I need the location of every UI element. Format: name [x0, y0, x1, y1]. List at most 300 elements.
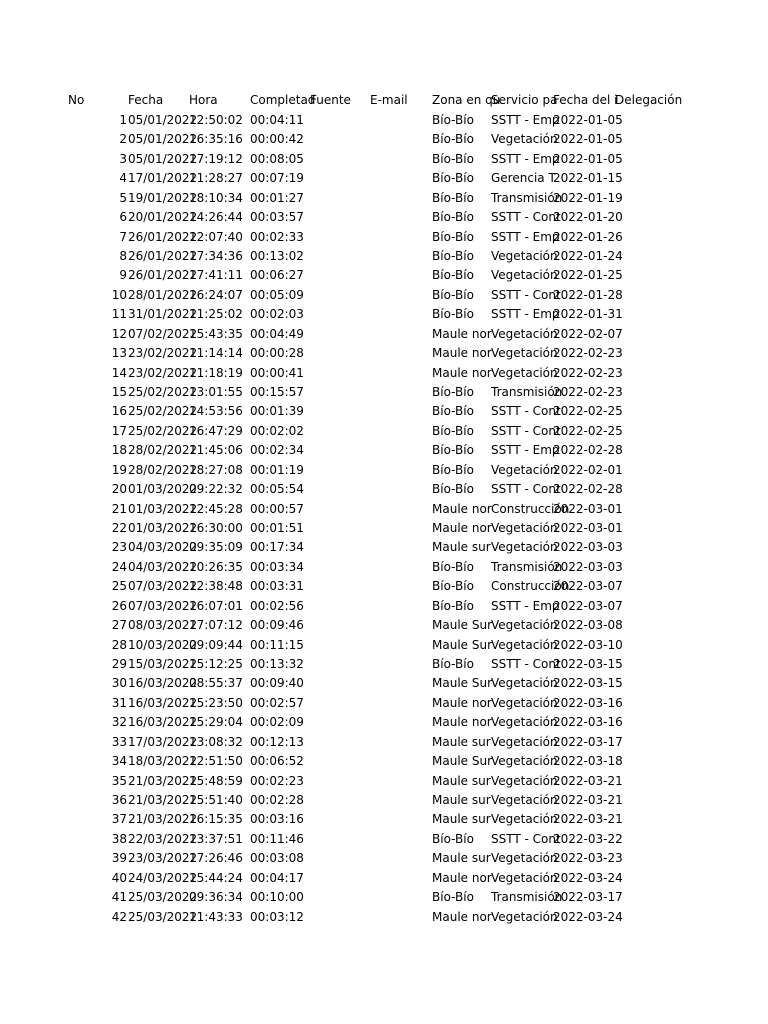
cell-servicio: Transmisión [491, 890, 563, 904]
cell-fecha-del: 2022-03-03 [553, 560, 623, 574]
cell-completado: 00:02:28 [250, 793, 304, 807]
table-row [0, 772, 768, 791]
cell-completado: 00:01:19 [250, 463, 304, 477]
cell-zona: Bío-Bío [432, 210, 474, 224]
cell-completado: 00:02:02 [250, 424, 304, 438]
cell-zona: Maule nor [432, 502, 492, 516]
cell-servicio: Vegetación [491, 910, 558, 924]
cell-fecha-del: 2022-02-28 [553, 482, 623, 496]
cell-fecha-del: 2022-01-20 [553, 210, 623, 224]
header-email: E-mail [370, 93, 408, 107]
cell-servicio: Vegetación [491, 793, 558, 807]
cell-zona: Maule sur [432, 812, 491, 826]
cell-zona: Bío-Bío [432, 132, 474, 146]
cell-zona: Maule nor [432, 871, 492, 885]
cell-fecha: 22/03/2022 [128, 832, 198, 846]
cell-fecha-del: 2022-03-03 [553, 540, 623, 554]
table-row [0, 636, 768, 655]
cell-fecha-del: 2022-03-22 [553, 832, 623, 846]
cell-fecha: 28/02/2022 [128, 463, 198, 477]
cell-no: 11 [111, 307, 127, 321]
cell-completado: 00:13:02 [250, 249, 304, 263]
cell-fecha-del: 2022-01-28 [553, 288, 623, 302]
cell-hora: 11:14:14 [189, 346, 243, 360]
cell-fecha: 05/01/2022 [128, 152, 198, 166]
cell-fecha: 19/01/2022 [128, 191, 198, 205]
cell-hora: 17:41:11 [189, 268, 243, 282]
cell-servicio: Vegetación [491, 851, 558, 865]
cell-servicio: SSTT - Emp [491, 307, 560, 321]
cell-hora: 09:36:34 [189, 890, 243, 904]
cell-fecha: 24/03/2022 [128, 871, 198, 885]
cell-hora: 16:24:07 [189, 288, 243, 302]
cell-servicio: SSTT - Cont [491, 832, 561, 846]
cell-hora: 17:07:12 [189, 618, 243, 632]
cell-completado: 00:02:23 [250, 774, 304, 788]
cell-servicio: Vegetación [491, 346, 558, 360]
cell-fecha: 15/03/2022 [128, 657, 198, 671]
cell-hora: 13:08:32 [189, 735, 243, 749]
cell-zona: Maule Sur [432, 638, 492, 652]
cell-zona: Maule nor [432, 327, 492, 341]
cell-no: 37 [111, 812, 127, 826]
cell-hora: 11:18:19 [189, 366, 243, 380]
cell-zona: Bío-Bío [432, 113, 474, 127]
cell-fecha: 08/03/2022 [128, 618, 198, 632]
cell-fecha-del: 2022-03-24 [553, 871, 623, 885]
cell-zona: Bío-Bío [432, 307, 474, 321]
cell-fecha-del: 2022-02-23 [553, 366, 623, 380]
cell-servicio: Vegetación [491, 249, 558, 263]
cell-hora: 08:55:37 [189, 676, 243, 690]
cell-fecha-del: 2022-02-25 [553, 404, 623, 418]
cell-fecha-del: 2022-03-07 [553, 579, 623, 593]
cell-fecha: 04/03/2022 [128, 540, 198, 554]
table-row [0, 344, 768, 363]
cell-hora: 15:48:59 [189, 774, 243, 788]
table-row [0, 888, 768, 907]
cell-fecha-del: 2022-03-01 [553, 502, 623, 516]
cell-fecha-del: 2022-02-01 [553, 463, 623, 477]
table-row [0, 364, 768, 383]
cell-servicio: Vegetación [491, 618, 558, 632]
cell-servicio: Gerencia T [491, 171, 556, 185]
header-no: No [68, 93, 85, 107]
cell-completado: 00:03:12 [250, 910, 304, 924]
cell-completado: 00:02:09 [250, 715, 304, 729]
cell-completado: 00:00:57 [250, 502, 304, 516]
cell-servicio: Vegetación [491, 676, 558, 690]
cell-hora: 09:09:44 [189, 638, 243, 652]
cell-fecha: 23/03/2022 [128, 851, 198, 865]
cell-servicio: SSTT - Cont [491, 210, 561, 224]
cell-fecha: 01/03/2022 [128, 521, 198, 535]
cell-servicio: Vegetación [491, 812, 558, 826]
cell-completado: 00:09:40 [250, 676, 304, 690]
cell-zona: Bío-Bío [432, 579, 474, 593]
table-row [0, 713, 768, 732]
cell-servicio: SSTT - Emp [491, 113, 560, 127]
cell-zona: Bío-Bío [432, 599, 474, 613]
cell-fecha: 25/02/2022 [128, 424, 198, 438]
table-row [0, 402, 768, 421]
cell-servicio: SSTT - Cont [491, 657, 561, 671]
cell-hora: 17:34:36 [189, 249, 243, 263]
cell-hora: 13:37:51 [189, 832, 243, 846]
cell-hora: 11:25:02 [189, 307, 243, 321]
cell-no: 38 [111, 832, 127, 846]
cell-zona: Bío-Bío [432, 171, 474, 185]
cell-completado: 00:01:27 [250, 191, 304, 205]
cell-zona: Maule sur [432, 540, 491, 554]
cell-servicio: Vegetación [491, 696, 558, 710]
cell-fecha: 21/03/2022 [128, 812, 198, 826]
cell-no: 29 [111, 657, 127, 671]
cell-hora: 17:19:12 [189, 152, 243, 166]
cell-fecha: 21/03/2022 [128, 793, 198, 807]
cell-fecha: 31/01/2022 [128, 307, 198, 321]
cell-hora: 11:43:33 [189, 910, 243, 924]
cell-completado: 00:11:15 [250, 638, 304, 652]
cell-servicio: SSTT - Cont [491, 404, 561, 418]
table-row [0, 558, 768, 577]
cell-hora: 09:22:32 [189, 482, 243, 496]
cell-fecha-del: 2022-02-07 [553, 327, 623, 341]
cell-no: 28 [111, 638, 127, 652]
cell-fecha: 21/03/2022 [128, 774, 198, 788]
cell-hora: 11:28:27 [189, 171, 243, 185]
cell-completado: 00:06:52 [250, 754, 304, 768]
cell-zona: Maule nor [432, 696, 492, 710]
cell-fecha-del: 2022-03-10 [553, 638, 623, 652]
table-row [0, 286, 768, 305]
cell-fecha-del: 2022-03-15 [553, 676, 623, 690]
header-completado: Completad [250, 93, 316, 107]
cell-fecha: 26/01/2022 [128, 230, 198, 244]
cell-fecha: 26/01/2022 [128, 249, 198, 263]
cell-servicio: Vegetación [491, 715, 558, 729]
cell-zona: Bío-Bío [432, 890, 474, 904]
cell-fecha: 28/01/2022 [128, 288, 198, 302]
cell-zona: Maule sur [432, 851, 491, 865]
header-hora: Hora [189, 93, 218, 107]
cell-fecha: 25/02/2022 [128, 385, 198, 399]
cell-servicio: Transmisión [491, 385, 563, 399]
cell-no: 42 [111, 910, 127, 924]
cell-zona: Bío-Bío [432, 268, 474, 282]
cell-fecha: 10/03/2022 [128, 638, 198, 652]
cell-fecha-del: 2022-03-16 [553, 696, 623, 710]
cell-no: 39 [111, 851, 127, 865]
cell-servicio: Construcción [491, 502, 570, 516]
table-row [0, 849, 768, 868]
cell-fecha: 01/03/2022 [128, 482, 198, 496]
cell-fecha-del: 2022-01-24 [553, 249, 623, 263]
cell-completado: 00:00:41 [250, 366, 304, 380]
cell-fecha: 17/03/2022 [128, 735, 198, 749]
cell-servicio: Transmisión [491, 560, 563, 574]
cell-fecha-del: 2022-01-15 [553, 171, 623, 185]
cell-fecha-del: 2022-03-21 [553, 812, 623, 826]
cell-fecha-del: 2022-03-21 [553, 774, 623, 788]
table-row [0, 169, 768, 188]
cell-no: 2 [119, 132, 127, 146]
cell-no: 36 [111, 793, 127, 807]
cell-zona: Maule sur [432, 774, 491, 788]
cell-fecha: 23/02/2022 [128, 366, 198, 380]
cell-servicio: Construcción [491, 579, 570, 593]
cell-completado: 00:02:33 [250, 230, 304, 244]
cell-no: 35 [111, 774, 127, 788]
cell-servicio: SSTT - Emp [491, 443, 560, 457]
cell-hora: 16:15:35 [189, 812, 243, 826]
table-row [0, 810, 768, 829]
cell-hora: 14:26:44 [189, 210, 243, 224]
table-row [0, 908, 768, 927]
cell-fecha: 07/03/2022 [128, 599, 198, 613]
table-row [0, 325, 768, 344]
cell-fecha-del: 2022-01-31 [553, 307, 623, 321]
cell-no: 13 [111, 346, 127, 360]
cell-fecha: 25/02/2022 [128, 404, 198, 418]
cell-fecha-del: 2022-01-05 [553, 113, 623, 127]
cell-hora: 10:26:35 [189, 560, 243, 574]
cell-zona: Bío-Bío [432, 443, 474, 457]
cell-servicio: Vegetación [491, 132, 558, 146]
cell-completado: 00:01:51 [250, 521, 304, 535]
cell-fecha: 28/02/2022 [128, 443, 198, 457]
header-fuente: Fuente [310, 93, 351, 107]
cell-completado: 00:02:56 [250, 599, 304, 613]
cell-zona: Maule nor [432, 521, 492, 535]
cell-fecha: 04/03/2022 [128, 560, 198, 574]
cell-completado: 00:00:28 [250, 346, 304, 360]
cell-fecha: 26/01/2022 [128, 268, 198, 282]
header-servicio: Servicio pa [491, 93, 558, 107]
cell-fecha-del: 2022-01-26 [553, 230, 623, 244]
cell-servicio: SSTT - Emp [491, 230, 560, 244]
cell-no: 30 [111, 676, 127, 690]
cell-completado: 00:17:34 [250, 540, 304, 554]
cell-servicio: Vegetación [491, 540, 558, 554]
cell-fecha-del: 2022-03-17 [553, 890, 623, 904]
cell-hora: 12:38:48 [189, 579, 243, 593]
cell-servicio: Vegetación [491, 774, 558, 788]
cell-zona: Bío-Bío [432, 404, 474, 418]
cell-completado: 00:02:34 [250, 443, 304, 457]
table-row [0, 733, 768, 752]
cell-servicio: Vegetación [491, 871, 558, 885]
cell-completado: 00:02:03 [250, 307, 304, 321]
table-row [0, 208, 768, 227]
cell-servicio: SSTT - Emp [491, 152, 560, 166]
cell-completado: 00:04:11 [250, 113, 304, 127]
cell-fecha-del: 2022-03-15 [553, 657, 623, 671]
table-row [0, 869, 768, 888]
table-row [0, 519, 768, 538]
cell-zona: Bío-Bío [432, 385, 474, 399]
cell-no: 5 [119, 191, 127, 205]
cell-fecha-del: 2022-02-28 [553, 443, 623, 457]
cell-fecha-del: 2022-03-21 [553, 793, 623, 807]
cell-completado: 00:13:32 [250, 657, 304, 671]
cell-zona: Bío-Bío [432, 560, 474, 574]
cell-hora: 18:27:08 [189, 463, 243, 477]
cell-servicio: Vegetación [491, 366, 558, 380]
cell-no: 26 [111, 599, 127, 613]
table-row [0, 247, 768, 266]
cell-no: 16 [111, 404, 127, 418]
cell-completado: 00:12:13 [250, 735, 304, 749]
cell-no: 1 [119, 113, 127, 127]
table-row [0, 189, 768, 208]
cell-hora: 15:44:24 [189, 871, 243, 885]
cell-completado: 00:03:16 [250, 812, 304, 826]
table-row [0, 228, 768, 247]
cell-hora: 17:26:46 [189, 851, 243, 865]
cell-no: 14 [111, 366, 127, 380]
cell-no: 18 [111, 443, 127, 457]
table-row [0, 616, 768, 635]
cell-servicio: Vegetación [491, 521, 558, 535]
cell-hora: 12:50:02 [189, 113, 243, 127]
cell-zona: Maule Sur [432, 618, 492, 632]
cell-servicio: Vegetación [491, 735, 558, 749]
cell-fecha-del: 2022-01-05 [553, 152, 623, 166]
cell-no: 8 [119, 249, 127, 263]
cell-no: 10 [111, 288, 127, 302]
cell-servicio: Vegetación [491, 638, 558, 652]
cell-fecha-del: 2022-03-23 [553, 851, 623, 865]
cell-hora: 15:51:40 [189, 793, 243, 807]
cell-zona: Bío-Bío [432, 657, 474, 671]
table-row [0, 538, 768, 557]
cell-fecha: 16/03/2022 [128, 696, 198, 710]
cell-servicio: SSTT - Cont [491, 424, 561, 438]
table-row [0, 752, 768, 771]
cell-no: 7 [119, 230, 127, 244]
cell-no: 20 [111, 482, 127, 496]
table-row [0, 577, 768, 596]
cell-no: 3 [119, 152, 127, 166]
cell-completado: 00:06:27 [250, 268, 304, 282]
table-row [0, 266, 768, 285]
cell-zona: Bío-Bío [432, 463, 474, 477]
cell-completado: 00:09:46 [250, 618, 304, 632]
table-row [0, 461, 768, 480]
cell-hora: 16:07:01 [189, 599, 243, 613]
cell-fecha: 23/02/2022 [128, 346, 198, 360]
cell-zona: Bío-Bío [432, 152, 474, 166]
cell-no: 12 [111, 327, 127, 341]
table-row [0, 791, 768, 810]
cell-fecha-del: 2022-01-25 [553, 268, 623, 282]
cell-completado: 00:02:57 [250, 696, 304, 710]
cell-fecha-del: 2022-02-23 [553, 346, 623, 360]
cell-fecha: 16/03/2022 [128, 676, 198, 690]
header-fecha: Fecha [128, 93, 164, 107]
cell-servicio: SSTT - Cont [491, 482, 561, 496]
table-row [0, 305, 768, 324]
cell-zona: Maule sur [432, 793, 491, 807]
cell-completado: 00:03:57 [250, 210, 304, 224]
cell-hora: 18:10:34 [189, 191, 243, 205]
table-row [0, 130, 768, 149]
table-row [0, 597, 768, 616]
cell-no: 27 [111, 618, 127, 632]
cell-fecha: 05/01/2022 [128, 132, 198, 146]
cell-hora: 09:35:09 [189, 540, 243, 554]
cell-no: 6 [119, 210, 127, 224]
cell-fecha-del: 2022-03-01 [553, 521, 623, 535]
cell-no: 22 [111, 521, 127, 535]
cell-fecha-del: 2022-03-17 [553, 735, 623, 749]
cell-fecha-del: 2022-03-18 [553, 754, 623, 768]
table-row [0, 150, 768, 169]
cell-servicio: SSTT - Emp [491, 599, 560, 613]
cell-servicio: Vegetación [491, 754, 558, 768]
cell-no: 33 [111, 735, 127, 749]
cell-fecha: 17/01/2022 [128, 171, 198, 185]
cell-fecha: 25/03/2022 [128, 910, 198, 924]
cell-no: 15 [111, 385, 127, 399]
header-fecha-del: Fecha del i [553, 93, 618, 107]
cell-completado: 00:08:05 [250, 152, 304, 166]
cell-completado: 00:15:57 [250, 385, 304, 399]
cell-fecha-del: 2022-03-07 [553, 599, 623, 613]
cell-hora: 14:53:56 [189, 404, 243, 418]
cell-fecha: 07/02/2022 [128, 327, 198, 341]
cell-fecha: 18/03/2022 [128, 754, 198, 768]
cell-fecha-del: 2022-03-24 [553, 910, 623, 924]
cell-completado: 00:11:46 [250, 832, 304, 846]
cell-hora: 15:12:25 [189, 657, 243, 671]
cell-completado: 00:05:09 [250, 288, 304, 302]
cell-hora: 12:07:40 [189, 230, 243, 244]
cell-zona: Maule nor [432, 346, 492, 360]
cell-no: 9 [119, 268, 127, 282]
cell-no: 25 [111, 579, 127, 593]
cell-completado: 00:07:19 [250, 171, 304, 185]
cell-hora: 16:47:29 [189, 424, 243, 438]
cell-no: 40 [111, 871, 127, 885]
cell-servicio: Vegetación [491, 268, 558, 282]
cell-zona: Maule sur [432, 735, 491, 749]
table-row [0, 694, 768, 713]
cell-fecha-del: 2022-03-08 [553, 618, 623, 632]
cell-servicio: Transmisión [491, 191, 563, 205]
cell-no: 23 [111, 540, 127, 554]
cell-zona: Maule nor [432, 366, 492, 380]
cell-zona: Bío-Bío [432, 832, 474, 846]
table-row [0, 422, 768, 441]
table-row [0, 383, 768, 402]
cell-fecha: 07/03/2022 [128, 579, 198, 593]
cell-hora: 16:35:16 [189, 132, 243, 146]
cell-hora: 15:23:50 [189, 696, 243, 710]
cell-fecha-del: 2022-02-25 [553, 424, 623, 438]
cell-fecha: 05/01/2022 [128, 113, 198, 127]
cell-zona: Maule Sur [432, 676, 492, 690]
table-row [0, 674, 768, 693]
cell-no: 32 [111, 715, 127, 729]
table-row [0, 500, 768, 519]
cell-zona: Bío-Bío [432, 424, 474, 438]
cell-fecha: 25/03/2022 [128, 890, 198, 904]
cell-zona: Bío-Bío [432, 191, 474, 205]
table-row [0, 830, 768, 849]
cell-completado: 00:03:31 [250, 579, 304, 593]
